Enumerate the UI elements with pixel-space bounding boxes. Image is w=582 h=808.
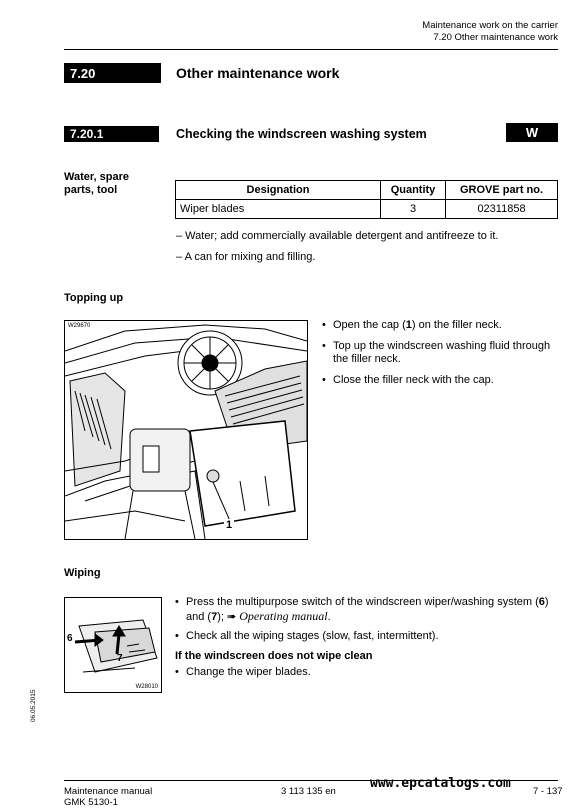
- subsection-title: Checking the windscreen washing system: [176, 127, 427, 141]
- requirement-can: – A can for mixing and filling.: [176, 251, 316, 263]
- side-label-line1: Water, spare: [64, 171, 130, 183]
- watermark: www.epcatalogs.com: [370, 776, 511, 791]
- step-close: • Close the filler neck with the cap.: [322, 374, 558, 388]
- col-quantity: Quantity: [381, 181, 446, 200]
- parts-table: [175, 180, 558, 219]
- topping-up-steps: [322, 319, 558, 394]
- figure-filler-neck: [64, 320, 308, 540]
- reference-arrow-icon: ➠: [226, 610, 237, 623]
- callout-6: 6: [67, 633, 73, 644]
- footer-doc-number: 3 113 135 en: [281, 786, 336, 797]
- engine-compartment-illustration: [65, 321, 307, 539]
- step-top-up: • Top up the windscreen washing fluid through the filler neck.: [322, 340, 558, 367]
- col-designation: Designation: [176, 181, 381, 200]
- callout-7: 7: [117, 653, 123, 664]
- footer-manual: Maintenance manual: [64, 786, 153, 797]
- maintenance-badge: W: [506, 123, 558, 142]
- header-section: 7.20 Other maintenance work: [433, 32, 558, 43]
- figure-code: W29670: [68, 323, 91, 329]
- header-chapter: Maintenance work on the carrier: [422, 20, 558, 31]
- cell-designation: Wiper blades: [176, 200, 381, 219]
- requirement-water: – Water; add commercially available detergent and antifreeze to it.: [176, 230, 499, 242]
- side-label: [64, 171, 129, 197]
- running-header: [422, 20, 558, 44]
- cell-quantity: 3: [381, 200, 446, 219]
- col-part-no: GROVE part no.: [446, 181, 558, 200]
- footer-model: GMK 5130-1: [64, 797, 118, 808]
- header-rule: [64, 49, 558, 50]
- wiper-switch-illustration: [65, 598, 161, 692]
- callout-1: 1: [226, 519, 233, 531]
- subsection-number: 7.20.1: [64, 126, 159, 142]
- wiping-remedy: [175, 666, 558, 687]
- section-number: 7.20: [64, 63, 161, 83]
- step-change-blades: • Change the wiper blades.: [175, 666, 558, 680]
- wiping-heading: Wiping: [64, 567, 101, 579]
- step-open-cap: • Open the cap (1) on the filler neck.: [322, 319, 558, 333]
- figure-code-wiping: W28010: [135, 684, 158, 690]
- wiping-steps: [175, 596, 558, 650]
- figure-wiper-switch: [64, 597, 162, 693]
- step-check-stages: • Check all the wiping stages (slow, fast, intermittent).: [175, 630, 558, 644]
- topping-up-heading: Topping up: [64, 292, 124, 304]
- step-press-switch: • Press the multipurpose switch of the windscreen wiper/washing system (6) and (7); ➠ Operating manual.: [175, 596, 558, 624]
- cell-part-no: 02311858: [446, 200, 558, 219]
- section-title: Other maintenance work: [176, 65, 340, 81]
- table-header-row: [176, 181, 558, 200]
- date-stamp: 06.05.2015: [30, 689, 37, 722]
- side-label-line2: parts, tool: [64, 184, 118, 196]
- footer-page-number: 7 - 137: [533, 786, 563, 797]
- table-row: [176, 200, 558, 219]
- wiping-subheading: If the windscreen does not wipe clean: [175, 650, 373, 662]
